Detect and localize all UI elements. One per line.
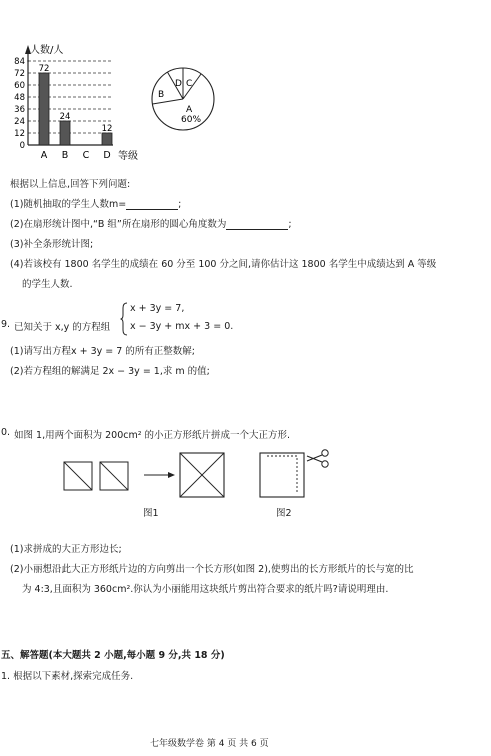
x-category-label: A — [40, 150, 48, 161]
q18-part2 — [10, 216, 292, 230]
chart-xlabel: 等级 — [118, 151, 138, 162]
pie-label-b: B — [158, 90, 165, 100]
q18-part4-line2: 的学生人数. — [22, 279, 73, 290]
figure-1 — [60, 448, 230, 503]
q18-part2-blank — [226, 219, 288, 230]
pie-percent-a: 60% — [181, 115, 202, 125]
y-tick-label: 60 — [14, 81, 25, 91]
q19-stem: 已知关于 x,y 的方程组 — [14, 322, 111, 333]
scissors-icon — [307, 450, 328, 467]
small-square-1-diagonal — [64, 462, 92, 490]
q18-part1-blank — [126, 199, 178, 210]
y-tick-label: 24 — [14, 117, 25, 127]
x-category-label: C — [82, 150, 90, 161]
pie-label-d: D — [175, 79, 182, 89]
pie-label-a: A — [186, 105, 193, 115]
q18-part2-text: (2)在扇形统计图中,“B 组”所在扇形的圆心角度数为 — [10, 219, 227, 230]
q19-equation1: x + 3y = 7, — [130, 303, 185, 314]
q19-number: 9. — [1, 319, 11, 330]
q18-part1 — [10, 196, 181, 210]
y-tick-label: 84 — [14, 57, 25, 67]
chart-ylabel: 人数/人 — [30, 45, 64, 56]
x-category-label: D — [103, 150, 111, 161]
bar-value-label: 24 — [59, 112, 71, 122]
figure-2 — [255, 446, 335, 502]
arrow-head-icon — [168, 472, 175, 478]
q20-part2-line1: (2)小丽想沿此大正方形纸片边的方向剪出一个长方形(如图 2),使剪出的长方形纸片的长与宽的比 — [10, 564, 414, 575]
bar-chart — [0, 0, 160, 165]
q20-number: 0. — [1, 427, 11, 438]
q20-stem: 如图 1,用两个面积为 200cm² 的小正方形纸片拼成一个大正方形. — [14, 430, 291, 441]
q18-part4-line1: (4)若该校有 1800 名学生的成绩在 60 分至 100 分之间,请你估计这 1800 名学生中成绩达到 A 等级 — [10, 259, 437, 270]
y-tick-label: 0 — [19, 141, 25, 151]
system-brace-icon — [120, 302, 128, 336]
section-5-heading: 五、解答题(本大题共 2 小题,每小题 9 分,共 18 分) — [1, 650, 225, 661]
q19-part1: (1)请写出方程x + 3y = 7 的所有正整数解; — [10, 346, 196, 357]
y-tick-label: 12 — [14, 129, 25, 139]
page-footer: 七年级数学卷 第 4 页 共 6 页 — [150, 739, 269, 749]
y-tick-label: 48 — [14, 93, 25, 103]
bar-b — [60, 121, 70, 145]
bar-value-label: 72 — [38, 64, 50, 74]
q20-part2-line2: 为 4:3,且面积为 360cm².你认为小丽能用这块纸片剪出符合要求的纸片吗?请说明理由. — [22, 584, 389, 595]
pie-chart — [148, 64, 218, 134]
bar-value-label: 12 — [101, 124, 113, 134]
q20-part1: (1)求拼成的大正方形边长; — [10, 544, 122, 555]
bar-a — [39, 73, 49, 145]
cut-line — [267, 456, 297, 494]
q18-part3: (3)补全条形统计图; — [10, 239, 94, 250]
q21-stem: 1. 根据以下素材,探索完成任务. — [1, 671, 134, 682]
q18-part2-end: ; — [288, 219, 292, 230]
y-tick-label: 36 — [14, 105, 25, 115]
figure-1-caption: 图1 — [143, 508, 159, 519]
bar-d — [102, 133, 112, 145]
small-square-2-diagonal — [100, 462, 128, 490]
q19-equation2: x − 3y + mx + 3 = 0. — [130, 321, 234, 332]
x-category-label: B — [61, 150, 69, 161]
q18-intro: 根据以上信息,回答下列问题: — [10, 179, 131, 190]
q19-part2: (2)若方程组的解满足 2x − 3y = 1,求 m 的值; — [10, 366, 210, 377]
figure-2-caption: 图2 — [276, 508, 292, 519]
q18-part1-text: (1)随机抽取的学生人数m= — [10, 199, 127, 210]
y-tick-label: 72 — [14, 69, 25, 79]
q18-part1-end: ; — [178, 199, 182, 210]
pie-label-c: C — [186, 79, 193, 89]
